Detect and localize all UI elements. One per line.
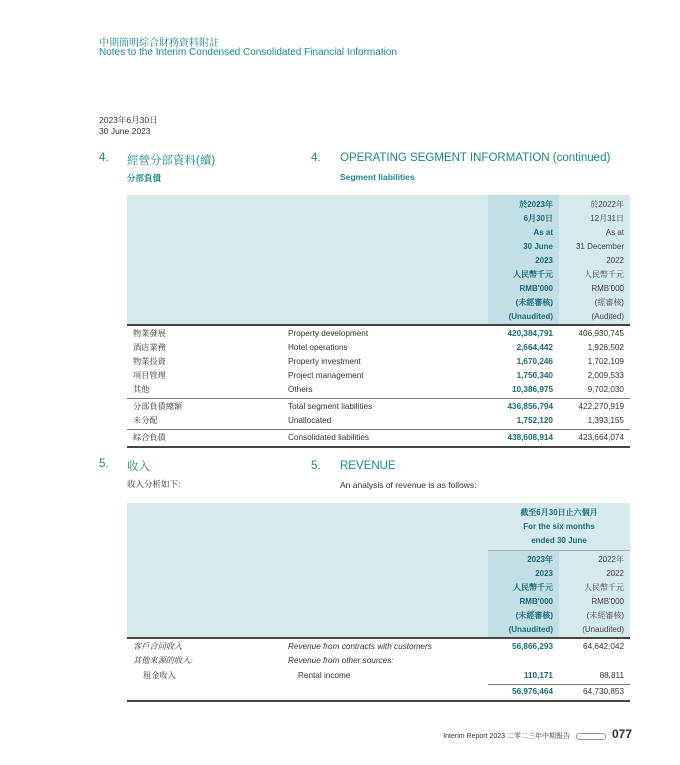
col-previous-header: 2022年 2022 人民幣千元 RMB'000 (未經審核) (Unaudited) [582, 555, 624, 634]
table-row-total: 綜合負債 Consolidated liabilities 438,608,914 423,664,074 [133, 433, 624, 442]
page-number: 077 [612, 727, 633, 741]
section4-subtitle-en: Segment liabilities [340, 172, 415, 182]
section5-number-cn: 5. [99, 458, 109, 470]
col-current-header: 2023年 2023 人民幣千元 RMB'000 (未經審核) (Unaudited) [508, 555, 553, 634]
running-header-cn: 中期簡明綜合財務資料附註 [99, 38, 219, 49]
date-cn: 2023年6月30日 [99, 115, 158, 125]
section4-number-en: 4. [311, 152, 321, 164]
header-rule [127, 324, 630, 326]
table-row: 酒店業務 Hotel operations 2,664,442 1,926,502 [133, 343, 624, 352]
section5-number-en: 5. [311, 460, 321, 472]
period-header: 截至6月30日止六個月 For the six months ended 30 June [520, 508, 598, 545]
table-row: 其他來源的收入: Revenue from other sources: [133, 656, 394, 665]
section5-title-cn: 收入 [127, 461, 150, 473]
section4-subtitle-cn: 分部負債 [127, 173, 162, 183]
table-row: 項目管理 Project management 1,750,340 2,009,533 [133, 371, 624, 380]
table-row-subtotal: 分部負債總額 Total segment liabilities 436,856,794 422,270,919 [133, 402, 624, 411]
bottom-rule [127, 446, 630, 448]
section4-number-cn: 4. [99, 152, 109, 164]
revenue-table [127, 503, 630, 703]
section5-subtitle-cn: 收入分析如下: [127, 479, 181, 489]
section4-title-en: OPERATING SEGMENT INFORMATION (continued) [340, 152, 611, 164]
col-current-header: 於2023年 6月30日 As at 30 June 2023 人民幣千元 RMB'000 (未經審核) (Unaudited) [508, 200, 553, 321]
segment-liabilities-table [127, 195, 630, 450]
table-row: 其他 Others 10,386,975 9,702,030 [133, 385, 624, 394]
subtotal-rule [127, 398, 630, 399]
total-rule [127, 429, 630, 430]
col-previous-header: 於2022年 12月31日 As at 31 December 2022 人民幣千元 RMB'000 (經審核) (Audited) [575, 200, 624, 321]
table-row: 租金收入 Rental income 110,171 88,811 [143, 671, 624, 680]
section4-title-cn: 經營分部資料(續) [127, 155, 216, 167]
table-row: 未分配 Unallocated 1,752,120 1,393,155 [133, 416, 624, 425]
table-row: 物業發展 Property development 420,384,791 406,930,745 [133, 329, 624, 338]
section5-title-en: REVENUE [340, 460, 396, 472]
running-header-en: Notes to the Interim Condensed Consolidated Financial Information [99, 47, 397, 58]
table-row: 客戶合同收入 Revenue from contracts with customers 56,866,293 64,642,042 [133, 642, 624, 651]
date-en: 30 June 2023 [99, 126, 151, 136]
footer-decoration [576, 733, 606, 740]
header-rule [127, 637, 630, 639]
section5-subtitle-en: An analysis of revenue is as follows: [340, 480, 477, 490]
period-rule [488, 550, 630, 551]
footer-report-title: Interim Report 2023 二零二三年中期報告 [443, 733, 570, 740]
bottom-rule [127, 700, 630, 702]
table-row: 物業投資 Property investment 1,670,246 1,702,109 [133, 357, 624, 366]
table-row-total: 56,976,464 64,730,853 [512, 687, 624, 696]
